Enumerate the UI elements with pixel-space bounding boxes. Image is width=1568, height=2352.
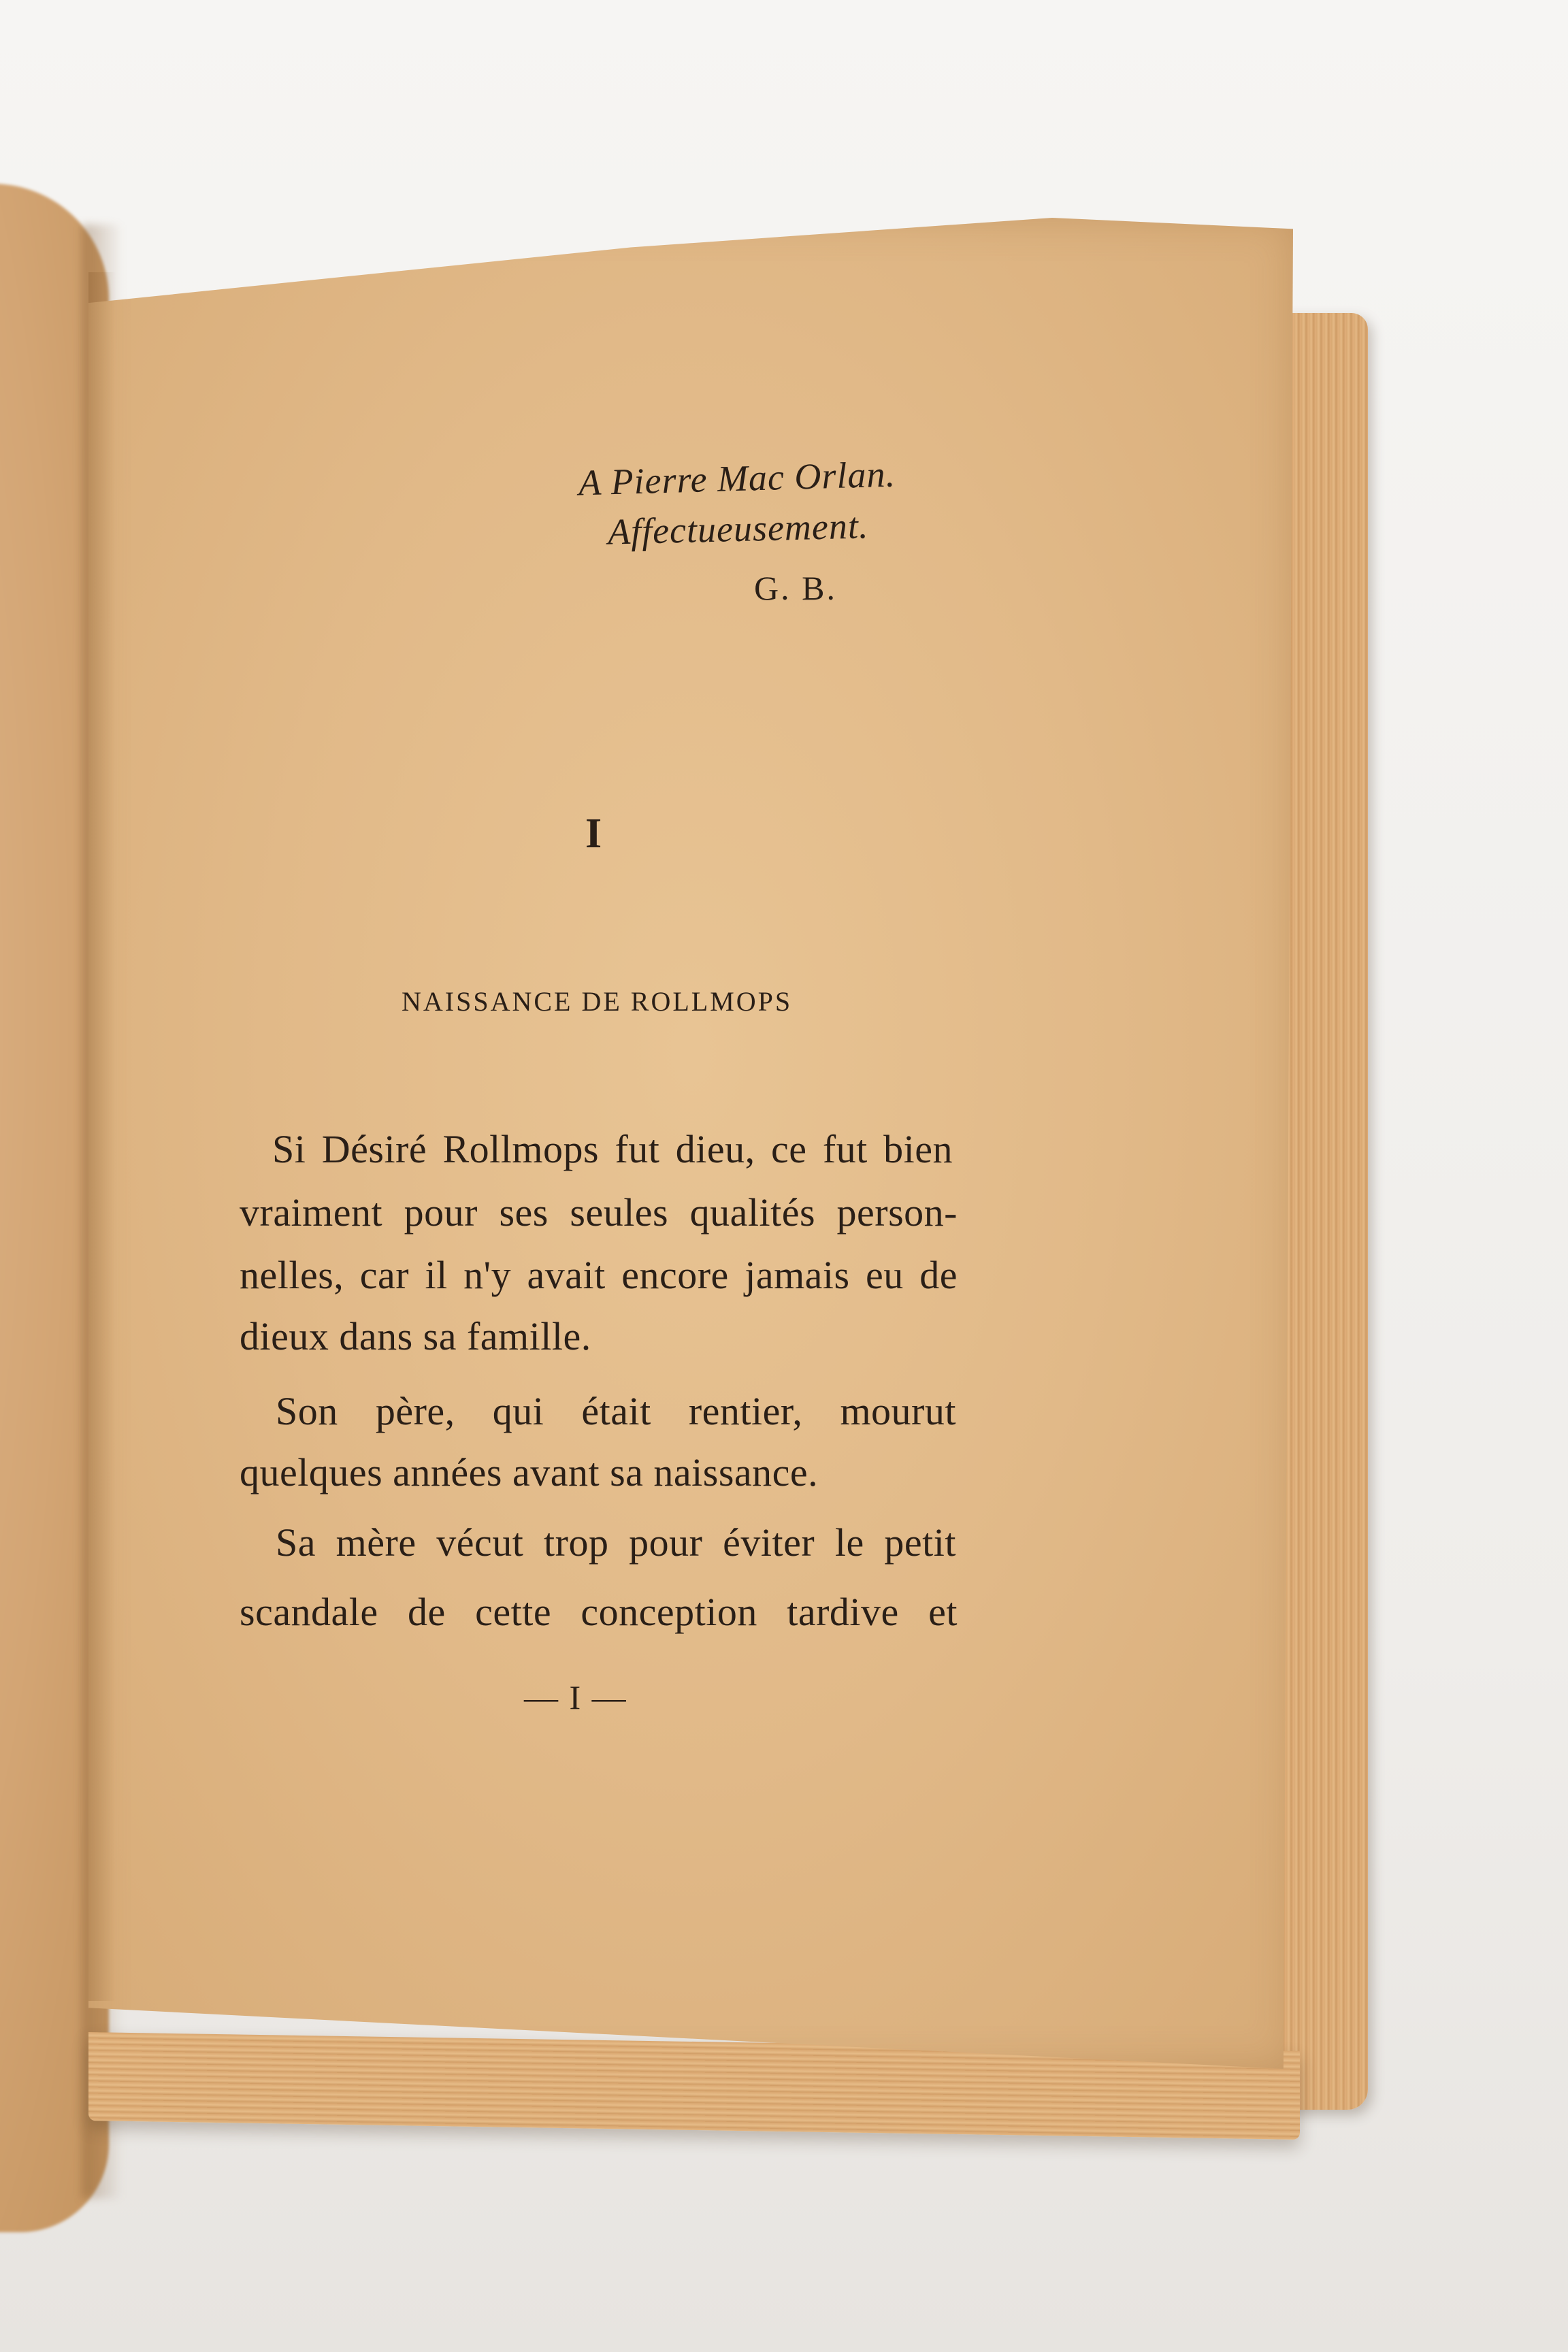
page-number: — I — <box>524 1678 627 1716</box>
body-line: Sa mère vécut trop pour éviter le petit <box>276 1520 956 1565</box>
dedication-line-2: Affectueusement. <box>607 505 870 553</box>
body-line: vraiment pour ses seules qualités person- <box>240 1190 958 1235</box>
body-line: Son père, qui était rentier, mourut <box>276 1389 956 1433</box>
body-line: dieux dans sa famille. <box>240 1314 591 1358</box>
body-line: Si Désiré Rollmops fut dieu, ce fut bien <box>272 1127 953 1171</box>
chapter-number: I <box>585 811 602 857</box>
body-line: nelles, car il n'y avait encore jamais eu de <box>240 1253 958 1297</box>
chapter-title: NAISSANCE DE ROLLMOPS <box>402 986 793 1017</box>
body-line: quelques années avant sa naissance. <box>240 1450 819 1494</box>
body-line: scandale de cette conception tardive et <box>240 1590 958 1634</box>
dedication-initials: G. B. <box>754 569 837 607</box>
dedication-line-1: A Pierre Mac Orlan. <box>578 453 896 504</box>
page-inner-shadow <box>88 272 116 2001</box>
